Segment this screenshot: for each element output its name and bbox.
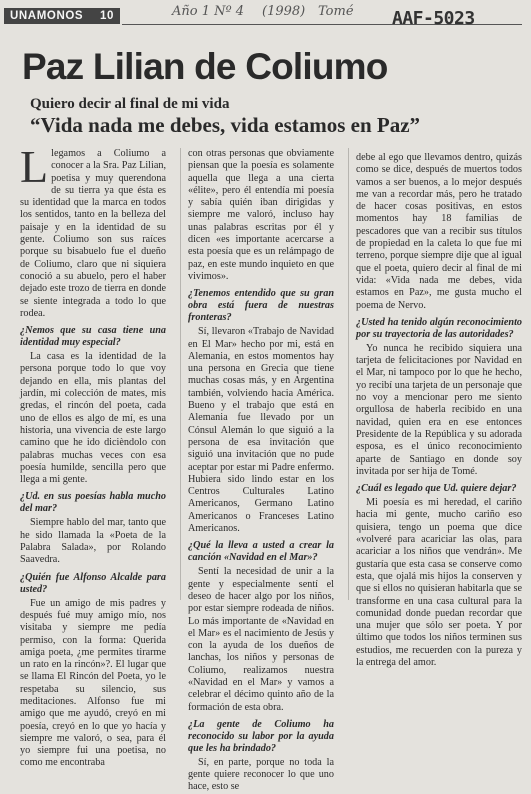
interview-question: ¿Qué la lleva a usted a crear la canción «Navidad en el Mar»? <box>188 540 334 564</box>
section-header <box>4 8 120 24</box>
handwritten-place-note: Tomé <box>318 4 354 19</box>
article-column-2 <box>188 148 334 793</box>
article-subtitle-line-1: Quiero decir al final de mi vida <box>30 96 230 112</box>
interview-answer: con otras personas que obviamente piensan que la poesía es solamente aquella que llega a una cierta «élite», pero él entendía mi poesía y sabía quién iban dirigidas y siempre me valoró, incluso hay unas palabras escritas por él y dicen «es importante acercarse a esta poesía que es un relámpago de paz, en este mundo inquieto en que vivimos». <box>188 148 334 282</box>
interview-answer: Sentí la necesidad de unir a la gente y especialmente sentí el deseo de hacer algo por los niños, por estar siempre rodeada de niños. Lo más importante de «Navidad en el Mar» es el nacimiento de Jesús y con la ayuda de los dueños de lanchas, los niños y personas de Coliumo, realizamos nuestra «Navidad en el Mar» y vamos a celebrar el décimo quinto año de la formación de esta obra. <box>188 566 334 713</box>
interview-answer: Yo nunca he recibido siquiera una tarjeta de felicitaciones por Navidad en el Mar, ni tampoco por lo que he hecho, yo recibí una tarjeta de un personaje que no voy a mencionar pero me siento orgullosa de haberla recibido en una navidad, quien era en ese entonces Presidente de la República y su adorada esposa, es el único reconocimiento aparte de Santiago en donde soy invitada por ser hija de Tomé. <box>356 342 522 477</box>
interview-answer: Fue un amigo de mis padres y después fué muy amigo mío, nos visitaba y siempre me pedía permiso, con la forma: Querida amiga poeta, ¿me permites tirarme un rato en la rincón»?. El lugar que se llama El Rincón del Poeta, yo le respetaba su silencio, sus meditaciones. Alfonso fue mi amigo que me ayudó, creyó en mi poesía, creyó en lo que yo hacía y siempre me valoró, o sea, para él yo siempre fui una poetisa, no como me encontraba <box>20 597 166 769</box>
interview-question: ¿Quién fue Alfonso Alcalde para usted? <box>20 571 166 595</box>
column-divider <box>180 148 181 600</box>
column-1-paragraph-1-text: legamos a Coliumo a conocer a la Sra. Paz Lilian, poetisa y muy querendona de su tierra ya que ésta es su identidad que la marca en todos los sentidos, tanto en la belleza del paisaje y en la identidad de su gente. Coliumo son sus raíces porque su bisabuelo fue el dueño de Coliumo, claro que ni siquiera conoció a su abuelo, pero el haber dejado este trozo de tierra en donde se siente integrada a todo lo que rodea. <box>20 148 166 319</box>
column-1-paragraph-1 <box>20 141 166 320</box>
article-title: Paz Lilian de Coliumo <box>22 46 388 87</box>
handwritten-year-note: (1998) <box>262 4 306 19</box>
section-name: UNAMONOS <box>10 10 84 22</box>
interview-answer: Siempre hablo del mar, tanto que he sido llamada la «Poeta de la Palabra Salada», por Rolando Saavedra. <box>20 517 166 566</box>
interview-question: ¿Nemos que su casa tiene una identidad muy especial? <box>20 325 166 349</box>
column-divider <box>348 148 349 600</box>
handwritten-issue-note: Año 1 Nº 4 <box>172 4 245 19</box>
article-subtitle-line-2: “Vida nada me debes, vida estamos en Paz” <box>30 113 421 137</box>
interview-answer: Sí, llevaron «Trabajo de Navidad en El Mar» hecho por mi, está en Alemania, en estos momentos hay una persona en Grecia que tiene muchas cosas más, y en Argentina también, volviendo hacia América. Bueno y el trabajo que está en Alemania fue llevado por un Cónsul Alemán lo que siguió a la persona de esa invitación que siguió una invitación que no pude aceptar por estar mi Padre enfermo. Hubiera sido lindo estar en los Centros Culturales Latino Americanos, Germano Latino Americanos o Franceses Latino Americanos. <box>188 326 334 535</box>
interview-answer: debe al ego que llevamos dentro, quizás como se dice, después de muertos todos vamos a ser buenos, a lo mejor después me van a recordar más, pero he tratado de hacer cosas positivas, en estos momentos hay 18 familias de pescadores que van a recibir sus títulos de propiedad en la caleta lo que fue mi terreno, porque siempre dije que al igual que el poeta, quiero decir al final de mi vida: «Vida nada me debes, vida estamos en Paz», me gusta mucho el poema de Nervo. <box>356 152 522 311</box>
article-column-3 <box>356 152 522 668</box>
interview-question: ¿La gente de Coliumo ha reconocido su labor por la ayuda que les ha brindado? <box>188 718 334 754</box>
interview-question: ¿Tenemos entendido que su gran obra está fuera de nuestras fronteras? <box>188 288 334 324</box>
interview-answer: La casa es la identidad de la persona porque todo lo que voy dejando en ella, mis plantas del jardín, mi colección de mates, mis gredas, el rincón del poeta, cada uno de ellos es algo de mí, es una historia, una vivencia de este largo camino que he ido dicièndolo con palabras muchas veces con esa poesía humilde, sencilla pero que llega a mi gente. <box>20 351 166 486</box>
article-column-1 <box>20 141 166 769</box>
drop-cap: L <box>20 141 49 192</box>
interview-answer: Sí, en parte, porque no toda la gente quiere reconocer lo que uno hace, esto se <box>188 756 334 793</box>
interview-answer: Mi poesía es mi heredad, el cariño hacia mi gente, mucho cariño eso quisiera, tengo un poema que dice «volveré para acariciar las olas, para acariciar a los niños que vendrán». Me gustaría que esta casa se conserve como esta, que ojalá mis hijos la conserven y que si ellos no quisieran habitarla que se transforme en una casa cultural para la comunidad donde puedan recordar que una mujer que sólo ser poeta. Y por último que todos los niños terminen sus estudios, me recuerden con la pureza y la entrega del amor. <box>356 497 522 668</box>
archive-stamp: AAF-5023 <box>392 8 475 29</box>
interview-question: ¿Cuál es legado que Ud. quiere dejar? <box>356 483 517 495</box>
interview-question: ¿Ud. en sus poesías habla mucho del mar? <box>20 491 166 515</box>
interview-question: ¿Usted ha tenido algún reconocimiento por su trayectoria de las autoridades? <box>356 316 522 340</box>
page-number: 10 <box>100 10 114 22</box>
